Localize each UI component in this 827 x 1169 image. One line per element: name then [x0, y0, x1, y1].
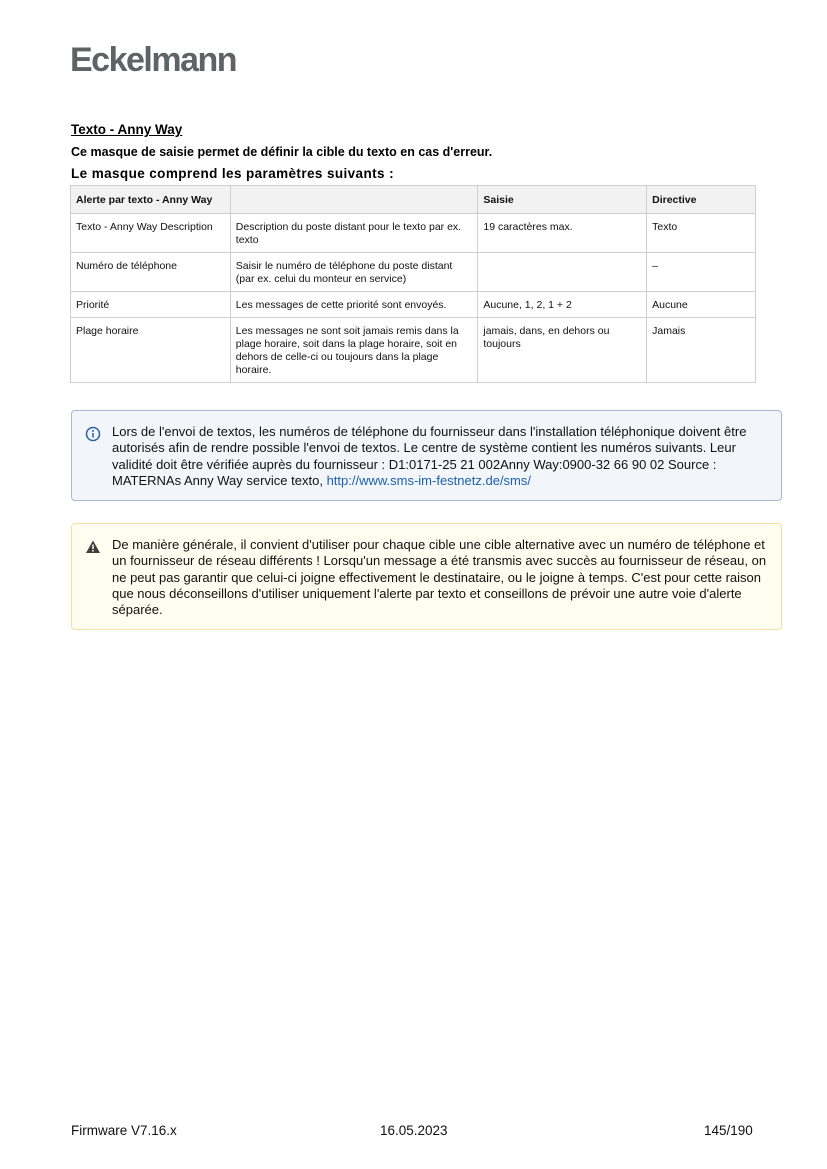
table-cell: Texto: [647, 214, 756, 253]
table-cell: –: [647, 253, 756, 292]
table-cell: 19 caractères max.: [478, 214, 647, 253]
table-cell: [478, 253, 647, 292]
table-cell: Aucune, 1, 2, 1 + 2: [478, 292, 647, 318]
table-row: [71, 214, 756, 253]
info-icon: [85, 426, 101, 442]
table-cell: Aucune: [647, 292, 756, 318]
warning-icon: [85, 539, 101, 555]
festnetz-link[interactable]: http://www.sms-im-festnetz.de/sms/: [326, 472, 531, 488]
table-cell: Jamais: [647, 318, 756, 383]
warning-box: [71, 523, 782, 630]
table-cell: Les messages ne sont soit jamais remis dans la plage horaire, soit dans la plage horaire, soit en dehors de celle-ci ou toujours dans la plage horaire.: [230, 318, 478, 383]
table-cell: Numéro de téléphone: [71, 253, 231, 292]
footer-page-number: 145/190: [704, 1123, 753, 1138]
table-cell: Plage horaire: [71, 318, 231, 383]
table-cell: jamais, dans, en dehors ou toujours: [478, 318, 647, 383]
table-cell: Priorité: [71, 292, 231, 318]
info-text: Lors de l'envoi de textos, les numéros de téléphone du fournisseur dans l'installation téléphonique doivent être autorisés afin de rendre possible l'envoi de textos. Le centre de système contient les numéros suivants. Leur validité doit être vérifiée auprès du fournisseur : D1:0171-25 21 002Anny Way:0900-32 66 90 02 Source : MATERNAs Anny Way service texto,: [112, 424, 747, 488]
intro-text: Ce masque de saisie permet de définir la cible du texto en cas d'erreur.: [71, 145, 493, 159]
table-cell: Les messages de cette priorité sont envoyés.: [230, 292, 478, 318]
info-box: [71, 410, 782, 501]
parameters-table: [70, 185, 756, 383]
warning-text: De manière générale, il convient d'utiliser pour chaque cible une cible alternative avec un numéro de téléphone et un fournisseur de réseau différents ! Lorsqu'un message a été transmis avec succès au fournisseur de réseau, on ne peut pas garantir que celui-ci joigne effectivement le destinataire, ou le joigne à temps. C'est pour cette raison que nous déconseillons d'utiliser uniquement l'alerte par texto et conseillons de prévoir une autre voie d'alerte séparée.: [112, 537, 767, 618]
table-header-cell: Directive: [647, 186, 756, 214]
table-cell: Description du poste distant pour le texto par ex. texto: [230, 214, 478, 253]
section-title: Texto - Anny Way: [71, 122, 183, 137]
table-row: [71, 318, 756, 383]
table-row: [71, 292, 756, 318]
table-header-cell: [230, 186, 478, 214]
params-heading: Le masque comprend les paramètres suivants :: [71, 166, 394, 181]
table-header-cell: Alerte par texto - Anny Way: [71, 186, 231, 214]
table-row: [71, 253, 756, 292]
table-header-row: [71, 186, 756, 214]
company-logo: Eckelmann: [70, 41, 237, 79]
footer-date: 16.05.2023: [380, 1123, 448, 1138]
table-header-cell: Saisie: [478, 186, 647, 214]
table-cell: Texto - Anny Way Description: [71, 214, 231, 253]
table-cell: Saisir le numéro de téléphone du poste distant (par ex. celui du monteur en service): [230, 253, 478, 292]
footer-firmware: Firmware V7.16.x: [71, 1123, 177, 1138]
